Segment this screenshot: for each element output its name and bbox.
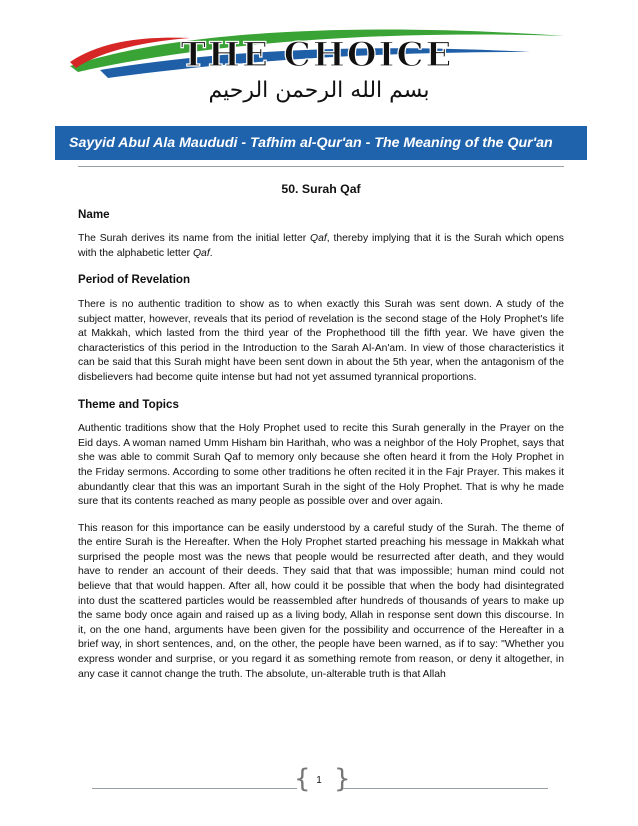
paragraph-name-1	[78, 232, 564, 261]
document-body	[78, 182, 564, 694]
title-banner: Sayyid Abul Ala Maududi - Tafhim al-Qur'an - The Meaning of the Qur'an	[55, 126, 587, 160]
bismillah: بسم الله الرحمن الرحيم	[208, 78, 430, 103]
logo-text: THE CHOICE	[180, 35, 454, 75]
section-heading-theme: Theme and Topics	[78, 397, 179, 411]
section-heading-name: Name	[78, 207, 110, 221]
footer-bracket-left: {	[294, 764, 311, 794]
paragraph-theme-1: Authentic traditions show that the Holy Prophet used to recite this Surah generally in the Prayer on the Eid days. A woman named Umm Hisham bin Harithah, who was a neighbor of the Holy Prophet, says that she was able to commit Surah Qaf to memory only because she often heard it from the Holy Prophet in the Friday sermons. According to some other traditions he often recited it in the Fajr Prayer. This makes it abundantly clear that this was an important Surah in the sight of the Holy Prophet. That is why he made sure that its contents reached as many people as possible over and over again.	[78, 423, 564, 508]
footer-line-left	[92, 788, 297, 789]
the-choice-logo	[60, 22, 575, 82]
header-divider	[78, 166, 564, 167]
section-heading-period: Period of Revelation	[78, 273, 191, 287]
paragraph-period-1: There is no authentic tradition to show as to when exactly this Surah was sent down. A study of the subject matter, however, reveals that its period of revelation is the second stage of the Holy Prophet's life at Makkah, which lasted from the third year of the Prophethood till the fifth year. We have given the characteristics of this period in the Introduction to the Sarah Al-An'am. In view of those characteristics it can be said that this Surah might have been sent down in about the 5th year, when the antagonism of the disbelievers had become quite intense but had not yet assumed tyrannical proportions.	[78, 298, 564, 383]
footer-line-right	[343, 788, 548, 789]
paragraph-name-1-text: The Surah derives its name from the initial letter Qaf, thereby implying that it is the Surah which opens with the alphabetic letter Qaf.	[78, 233, 564, 259]
document-title: 50. Surah Qaf	[281, 182, 361, 196]
page-number: 1	[316, 775, 322, 786]
footer-bracket-right: }	[334, 764, 351, 794]
paragraph-theme-2: This reason for this importance can be easily understood by a careful study of the Surah. The theme of the entire Surah is the Hereafter. When the Holy Prophet started preaching his message in Makkah what surprised the people most was the news that people would be resurrected after death, and they would have to render an account of their deeds. They said that that was impossible; human mind could not believe that that would happen. After all, how could it be possible that when the body had disintegrated into dust the scattered particles would be reassembled after hundreds of thousands of years to make up the same body once again and raised up as a living body, Allah in response sent down this discourse. In it, on the one hand, arguments have been given for the possibility and occurrence of the Hereafter in a brief way, in short sentences, and, on the other, the people have been warned, as if to say: "Whether you express wonder and surprise, or you regard it as something remote from reason, or deny it altogether, in any case it cannot change the truth. The absolute, un-alterable truth is that Allah	[78, 522, 564, 680]
